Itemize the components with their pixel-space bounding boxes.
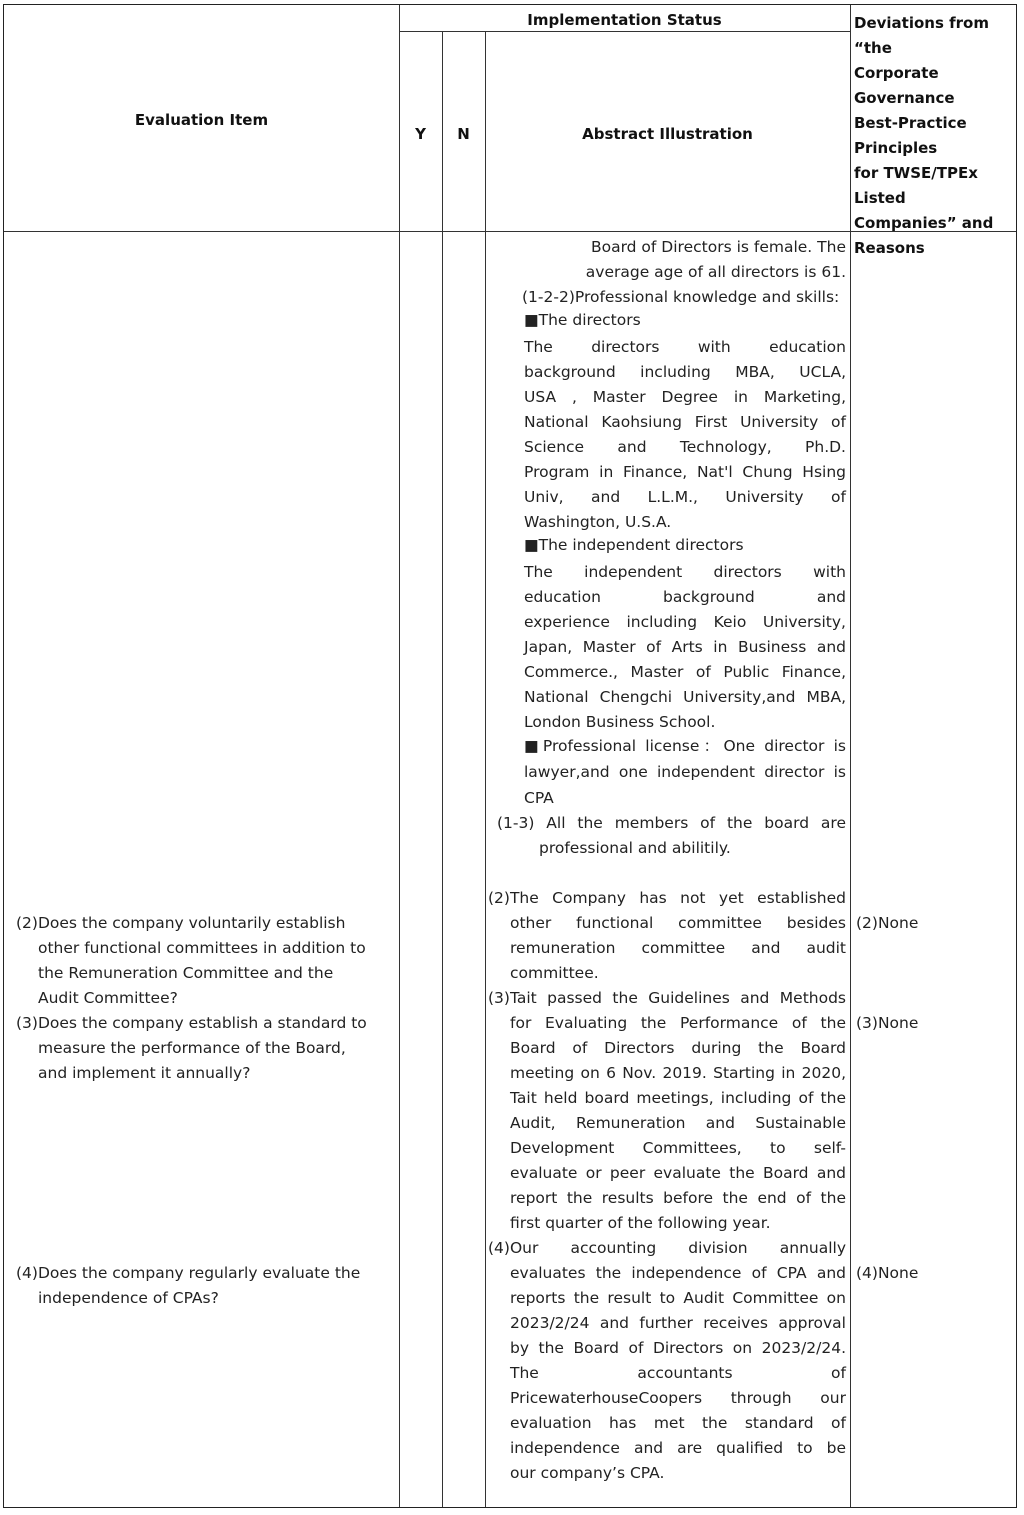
divider-y-n xyxy=(442,31,443,1507)
abstract-1-3: (1-3) All the members of the board are professional and abilitily. xyxy=(497,814,846,857)
header-implementation-status: Implementation Status xyxy=(527,11,722,29)
abstract-3: (3)Tait passed the Guidelines and Methods for Evaluating the Performance of the Board of Directors during the Board meeting on 6 Nov. 2019. Starting in 2020, Tait held board meetings, including of the Audit, Remuneration and Sustainable Development Committees, to self- evaluate or peer evaluate the Board and report the results before the end of the first quarter of the following year. xyxy=(488,989,846,1232)
abstract-2: (2)The Company has not yet established other functional committee besides remuneration committee and audit committee. xyxy=(488,889,846,982)
abstract-directors-bullet: ■The directors xyxy=(524,311,641,329)
governance-table xyxy=(3,4,1017,1508)
evaluation-item-3: (3)Does the company establish a standard to measure the performance of the Board, and implement it annually? xyxy=(16,1014,367,1082)
deviation-3: (3)None xyxy=(856,1014,919,1032)
divider-n-abstract xyxy=(485,31,486,1507)
header-deviations-line: Principles xyxy=(854,139,938,157)
header-deviations-line: “the xyxy=(854,39,892,57)
header-deviations xyxy=(854,11,1016,261)
abstract-age-text: Board of Directors is female. The average age of all directors is 61. xyxy=(585,238,846,281)
abstract-independent-bullet: ■The independent directors xyxy=(524,536,744,554)
deviation-4: (4)None xyxy=(856,1264,919,1282)
header-deviations-line: Reasons xyxy=(854,239,925,257)
header-deviations-line: Corporate xyxy=(854,64,939,82)
abstract-professional-heading: (1-2-2)Professional knowledge and skills: xyxy=(522,288,840,306)
abstract-license-text: ■Professional license：One director is lawyer,and one independent director is CPA xyxy=(524,737,846,807)
header-deviations-line: Best-Practice xyxy=(854,114,967,132)
header-deviations-line: Companies” and xyxy=(854,214,994,232)
abstract-directors-text: The directors with education background including MBA, UCLA, USA , Master Degree in Marketing, National Kaohsiung First University of Science and Technology, Ph.D. Program in Finance, Nat'l Chung Hsing Univ, and L.L.M., University of Washington, U.S.A. xyxy=(524,338,846,531)
header-n: N xyxy=(457,125,470,143)
header-deviations-line: Governance xyxy=(854,89,955,107)
abstract-independent-text: The independent directors with education background and experience including Keio University, Japan, Master of Arts in Business and Commerce., Master of Public Finance, National Chengchi University,and MBA, London Business School. xyxy=(524,563,846,731)
abstract-4: (4)Our accounting division annually evaluates the independence of CPA and reports the result to Audit Committee on 2023/2/24 and further receives approval by the Board of Directors on 2023/2/24. The accountants of PricewaterhouseCoopers through our evaluation has met the standard of independence and are qualified to be our company’s CPA. xyxy=(488,1239,846,1482)
header-deviations-line: Deviations from xyxy=(854,14,989,32)
header-evaluation-item: Evaluation Item xyxy=(134,111,269,129)
header-y: Y xyxy=(415,125,426,143)
header-abstract-illustration: Abstract Illustration xyxy=(582,125,753,143)
evaluation-item-4: (4)Does the company regularly evaluate the independence of CPAs? xyxy=(16,1264,361,1307)
header-deviations-line: for TWSE/TPEx Listed xyxy=(854,164,978,207)
evaluation-item-2: (2)Does the company voluntarily establish other functional committees in addition to the Remuneration Committee and the Audit Committee? xyxy=(16,914,366,1007)
deviation-2: (2)None xyxy=(856,914,919,932)
divider-status-subheader xyxy=(399,31,850,32)
